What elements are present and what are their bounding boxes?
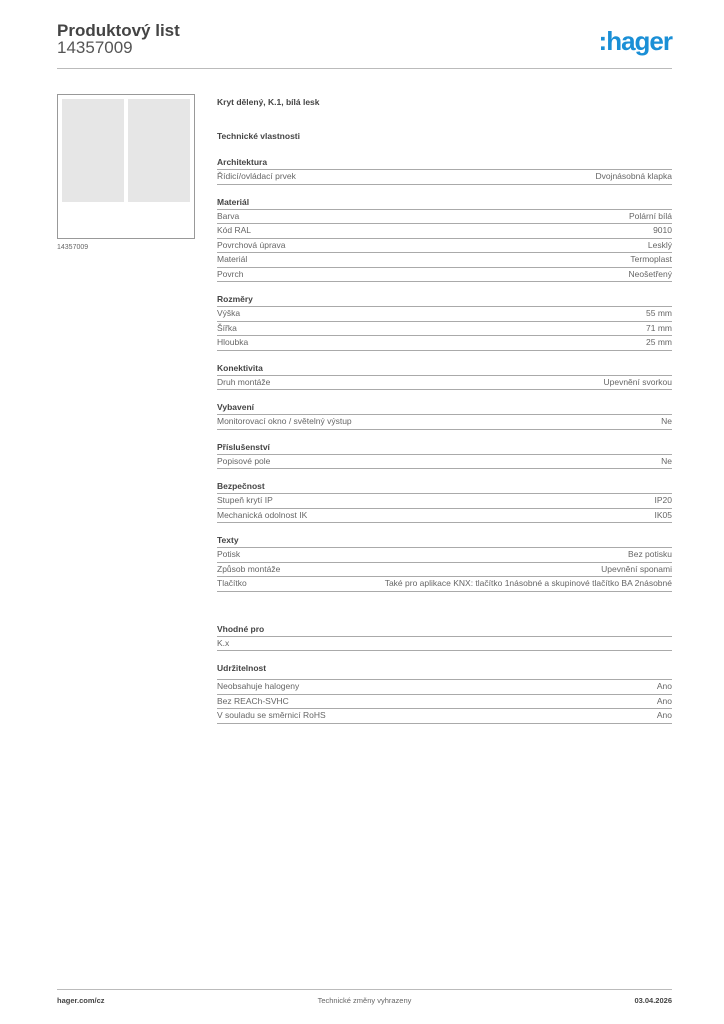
spec-row [217,695,672,710]
spec-row [217,239,672,254]
spec-label: Popisové pole [217,455,271,466]
spec-row [217,307,672,322]
spec-value: Ne [661,455,672,466]
image-caption: 14357009 [57,244,89,251]
spec-row [217,563,672,578]
spec-row [217,224,672,239]
section-title: Vybavení [217,400,672,415]
spec-label: Šířka [217,322,237,333]
spec-value: Také pro aplikace KNX: tlačítko 1násobné a skupinové tlačítko BA 2násobné [384,578,672,588]
section-title: Vhodné pro [217,622,672,637]
spec-label: Potisk [217,549,241,559]
spec-label: V souladu se směrnicí RoHS [217,710,326,720]
spec-label: Řídicí/ovládací prvek [217,171,296,181]
spec-value: Ano [656,681,672,691]
product-image-left-panel [62,99,124,202]
spec-section [217,361,672,391]
spec-section [217,533,672,592]
footer-disclaimer: Technické změny vyhrazeny [317,996,412,1005]
section-title: Architektura [217,155,672,170]
spec-label: Povrch [217,268,244,279]
spec-value: Dvojnásobná klapka [595,171,672,181]
product-image-right-panel [128,99,190,202]
spec-row [217,455,672,470]
spec-value: Termoplast [630,254,672,264]
section-title: Materiál [217,195,672,210]
spec-label: Materiál [217,254,248,264]
spec-label: Způsob montáže [217,563,281,574]
hager-logo: :hager [598,26,672,56]
spec-section [217,155,672,185]
footer-website[interactable]: hager.com/cz [57,996,105,1005]
spec-row [217,336,672,351]
spec-value: Upevnění svorkou [603,376,672,387]
spec-value: 9010 [653,225,672,235]
spec-label: Bez REACh-SVHC [217,695,289,706]
spec-row [217,210,672,225]
spec-value: Lesklý [647,239,672,250]
spec-section [217,622,672,652]
spec-value: Ne [661,416,672,426]
spec-section [217,440,672,470]
spec-row [217,709,672,724]
spec-value: Ano [656,695,672,706]
spec-label: K.x [217,637,230,648]
spec-value: IP20 [654,495,672,505]
spec-section [217,661,672,724]
spec-label: Výška [217,308,241,318]
spec-label: Neobsahuje halogeny [217,681,300,691]
spec-row [217,170,672,185]
spec-label: Barva [217,210,240,221]
spec-row [217,322,672,337]
spec-column [217,95,672,724]
spec-value: 55 mm [646,308,672,318]
spec-row [217,415,672,430]
spec-value: Neošetřený [628,268,672,279]
spec-row [217,548,672,563]
spec-row [217,577,672,592]
spec-value: 71 mm [646,322,672,333]
spec-value: Ano [656,710,672,720]
spec-row [217,680,672,695]
spec-section [217,292,672,351]
product-number: 14357009 [57,38,133,57]
spec-label: Tlačítko [217,578,247,588]
spec-value: Upevnění sponami [601,563,672,574]
header-divider [57,68,672,69]
spec-value: 25 mm [646,337,672,347]
spec-label: Monitorovací okno / světelný výstup [217,416,352,426]
spec-label: Mechanická odolnost IK [217,509,308,520]
section-title: Příslušenství [217,440,672,455]
footer-date: 03.04.2026 [634,996,672,1005]
spec-label: Povrchová úprava [217,239,286,250]
spec-row [217,637,672,652]
spec-row [217,509,672,524]
spec-label: Hloubka [217,337,249,347]
spec-value: Bez potisku [628,549,672,559]
spec-section [217,400,672,430]
spec-label: Druh montáže [217,376,271,387]
product-image [57,94,195,239]
spec-value: IK05 [654,509,672,520]
spec-row [217,268,672,283]
spec-section [217,195,672,283]
spec-row [217,494,672,509]
spec-section [217,479,672,523]
page-title: Produktový list [57,21,180,40]
section-title: Texty [217,533,672,548]
section-title: Konektivita [217,361,672,376]
product-name: Kryt dělený, K.1, bílá lesk [217,97,320,107]
spec-value: Polární bílá [629,210,672,221]
section-title: Bezpečnost [217,479,672,494]
section-title: Rozměry [217,292,672,307]
spec-label: Kód RAL [217,225,252,235]
spec-sections [217,155,672,724]
tech-properties-title: Technické vlastnosti [217,131,300,141]
spec-row [217,376,672,391]
footer-divider [57,989,672,990]
section-title: Udržitelnost [217,661,672,680]
spec-label: Stupeň krytí IP [217,495,273,505]
spec-row [217,253,672,268]
